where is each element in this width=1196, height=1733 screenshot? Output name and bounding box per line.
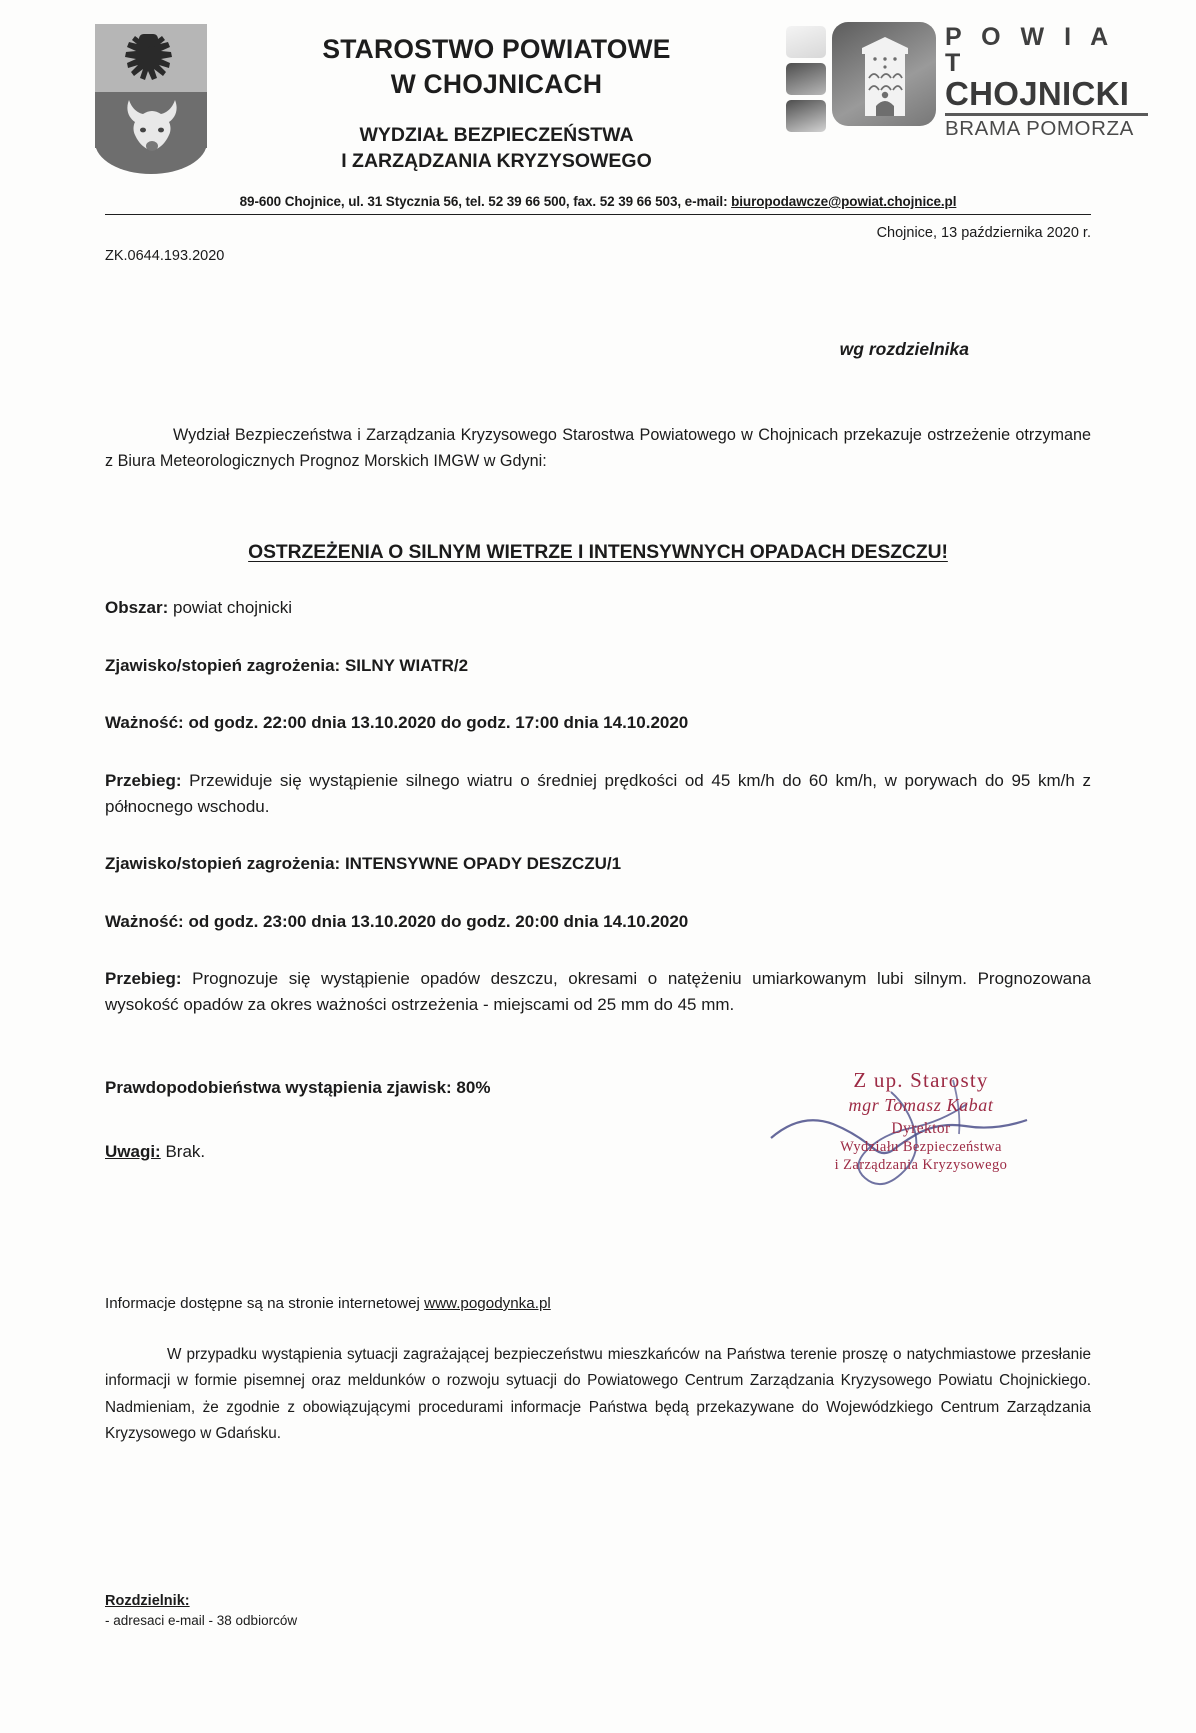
logo-wordmark (945, 22, 1148, 141)
contact-block (0, 194, 1196, 215)
eagle-icon (117, 30, 187, 92)
logo-tile-1 (786, 26, 826, 58)
field-area-value: powiat chojnicki (168, 598, 293, 618)
logo-tiles (786, 22, 826, 137)
field-wind-course-value: Przewiduje się wystąpienie silnego wiatru o średniej prędkości od 45 km/h do 60 km/h, w porywach do 95 km/h z północnego wschodu. (105, 770, 1091, 816)
field-wind-validity (105, 710, 1091, 736)
field-rain-validity-label: Ważność: (105, 911, 184, 931)
bull-head-icon (119, 94, 185, 158)
logo-divider (945, 113, 1148, 116)
field-remarks (105, 1139, 1091, 1165)
logo-brama-text: BRAMA POMORZA (945, 117, 1134, 141)
field-probability-value: 80% (451, 1077, 491, 1097)
dept-name-line-2: I ZARZĄDZANIA KRYZYSOWEGO (341, 150, 652, 173)
pogodynka-link[interactable]: www.pogodynka.pl (424, 1295, 551, 1312)
field-wind-phenomenon-label: Zjawisko/stopień zagrożenia: (105, 655, 341, 675)
distribution-title: Rozdzielnik: (105, 1593, 190, 1609)
field-wind-validity-label: Ważność: (105, 713, 184, 733)
powiat-chojnicki-logo (786, 22, 1136, 141)
logo-tile-2 (786, 63, 826, 95)
field-rain-course-label: Przebieg: (105, 968, 182, 988)
logo-chojnicki-text: CHOJNICKI (945, 74, 1130, 112)
dept-name-line-1: WYDZIAŁ BEZPIECZEŃSTWA (359, 123, 634, 146)
reference-number: ZK.0644.193.2020 (105, 248, 225, 264)
addressee: wg rozdzielnika (839, 339, 969, 359)
signature-authority: Z up. Starosty (853, 1068, 989, 1092)
field-rain-course-value: Prognozuje się wystąpienie opadów deszczu, okresami o natężeniu umiarkowanym lubi silnym. Prognozowana wysokość opadów za okres ważności ostrzeżenia - miejscami od 25 mm do 45 mm. (105, 968, 1091, 1015)
signature-name: mgr Tomasz Kabat (848, 1095, 994, 1115)
distribution-line: - adresaci e-mail - 38 odbiorców (105, 1613, 298, 1628)
field-probability (105, 1075, 1091, 1101)
intro-paragraph: Wydział Bezpieczeństwa i Zarządzania Kryzysowego Starostwa Powiatowego w Chojnicach przekazuje ostrzeżenie otrzymane z Biura Meteorologicznych Prognoz Morskich IMGW w Gdyni: (105, 426, 1091, 471)
logo-tile-3 (786, 100, 826, 132)
document-body (0, 339, 1196, 1165)
document-header (0, 0, 1196, 190)
contact-line (105, 194, 1091, 214)
field-rain-course (105, 966, 1091, 1019)
org-name-line-1: STAROSTWO POWIATOWE (322, 34, 671, 64)
organization-title (207, 14, 786, 175)
page-title-text: OSTRZEŻENIA O SILNYM WIETRZE I INTENSYWNYCH OPADACH DESZCZU! (248, 542, 948, 564)
field-remarks-label: Uwagi: (105, 1141, 161, 1161)
signature-role: Dyrektor (891, 1120, 951, 1137)
field-rain-phenomenon-label: Zjawisko/stopień zagrożenia: (105, 854, 341, 874)
coat-of-arms (95, 24, 207, 172)
field-wind-course-label: Przebieg: (105, 770, 182, 790)
field-remarks-value: Brak. (160, 1141, 206, 1161)
gate-tower-badge (832, 22, 936, 126)
page-title (105, 542, 1091, 564)
notice-paragraph: W przypadku wystąpienia sytuacji zagrażającej bezpieczeństwu mieszkańców na Państwa terenie proszę o natychmiastowe przesłanie informacji w formie pisemnej oraz meldunków o rozwoju sytuacji do Powiatowego Centrum Zarządzania Kryzysowego Powiatu Chojnickiego. Nadmieniam, że zgodnie z obowiązującymi procedurami informacje Państwa będą przekazywane do Wojewódzkiego Centrum Zarządzania Kryzysowego w Gdańsku. (105, 1346, 1091, 1442)
logo-powiat-text: P O W I A T (945, 23, 1114, 78)
document-footer (105, 1295, 1091, 1447)
field-rain-validity (105, 909, 1091, 935)
contact-email-link[interactable]: biuropodawcze@powiat.chojnice.pl (731, 194, 957, 209)
place-and-date: Chojnice, 13 października 2020 r. (876, 225, 1091, 241)
document-meta (0, 215, 1196, 277)
field-probability-label: Prawdopodobieństwa wystąpienia zjawisk: (105, 1077, 452, 1097)
source-line (105, 1295, 1091, 1312)
field-wind-phenomenon (105, 653, 1091, 679)
signature-department-line-1: Wydziału Bezpieczeństwa (840, 1139, 1002, 1155)
signature-department-line-2: i Zarządzania Kryzysowego (834, 1157, 1008, 1173)
field-area-label: Obszar: (105, 598, 169, 618)
distribution-block (105, 1593, 297, 1628)
field-area (105, 595, 1091, 621)
field-wind-validity-value: od godz. 22:00 dnia 13.10.2020 do godz. 17:00 dnia 14.10.2020 (183, 713, 689, 733)
source-prefix-text: Informacje dostępne są na stronie internetowej (105, 1295, 425, 1312)
gate-tower-icon (854, 32, 916, 120)
field-rain-validity-value: od godz. 23:00 dnia 13.10.2020 do godz. 20:00 dnia 14.10.2020 (183, 911, 689, 931)
field-wind-course (105, 768, 1091, 821)
contact-address-text: 89-600 Chojnice, ul. 31 Stycznia 56, tel. 52 39 66 500, fax. 52 39 66 503, e-mail: (239, 194, 732, 209)
org-name-line-2: W CHOJNICACH (390, 68, 603, 99)
field-wind-phenomenon-value: SILNY WIATR/2 (340, 655, 469, 675)
field-rain-phenomenon (105, 851, 1091, 877)
field-rain-phenomenon-value: INTENSYWNE OPADY DESZCZU/1 (340, 854, 622, 874)
shield-icon (95, 24, 207, 172)
